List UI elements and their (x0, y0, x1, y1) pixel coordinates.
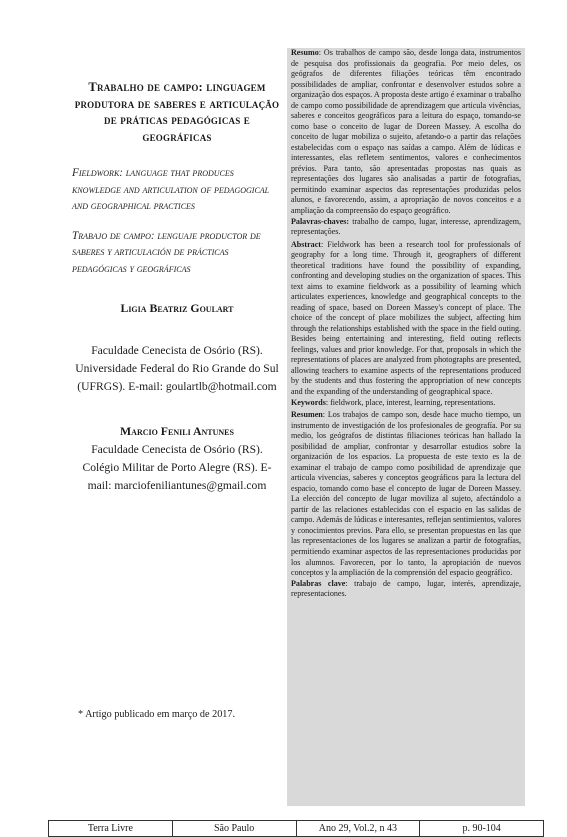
palavras-chaves-paragraph (291, 217, 521, 238)
footer-volume: Ano 29, Vol.2, n 43 (297, 821, 421, 836)
abstract-label: Abstract (291, 239, 321, 249)
footer-pages: p. 90-104 (462, 823, 501, 834)
publication-footnote: * Artigo publicado em março de 2017. (78, 709, 236, 721)
palabras-clave-paragraph (291, 579, 521, 600)
resumo-paragraph (291, 48, 521, 217)
title-block (72, 72, 282, 495)
resumen-label: Resumen (291, 410, 323, 420)
resumo-text: : Os trabalhos de campo são, desde longa data, instrumentos de pesquisa dos profissionais da geografia. Por meio deles, os geógrafos de diferentes filiações teóricas têm encontrado possibilidades de ampliar, confrontar e desenvolver estudos sobre a organização dos espaços. A proposta deste artigo é examinar o trabalho de campo como possibilidade de aprendizagem que articula vivências, saberes e conceitos geográficos para a leitura do espaço, tomando-se como base o conceito de lugar de Doreen Massey. A escolha do conceito de lugar mobiliza o sujeito, afetando-o a partir das relações estabelecidas com o espaço nas saídas a campo. Além de lúdicas e interessantes, elas refletem sentimentos, valores e conhecimentos prévios. Para tanto, são apresentadas propostas nas quais as representações dos lugares são analisadas a partir de fotografias, permitindo examinar aspectos das representações produzidas pelos alunos, e favorecendo, assim, a apropriação de novos conceitos e a ampliação da compreensão do espaço geográfico. (291, 48, 521, 215)
keywords-text: : fieldwork, place, interest, learning, representations. (325, 397, 496, 407)
title-english: Fieldwork: language that produces knowledge and articulation of pedagogical and geographical practices (72, 167, 270, 212)
author-name: Marcio Fenili Antunes (120, 423, 234, 438)
resumen-text: : Los trabajos de campo son, desde hace mucho tiempo, un instrumento de investigación de los profesionales de geografía. Por su medio, los geógrafos de distintas filiaciones teóricas han hallado la posibilidad de ampliar, confrontar y desarrollar estudios sobre la organización de los espacios. La propuesta de este texto es la de examinar el trabajo de campo como posibilidad de aprendizaje que articula vivencias, saberes y conceptos geográficos para la lectura del espacio, tomando como base el concepto de lugar de Doreen Massey. La elección del concepto de lugar moviliza al sujeto, afectándolo a partir de las relaciones establecidas con el espacio en las salidas de campo. Además de lúdicas e interesantes, reflejan sentimientos, valores y conocimientos previos. Para ello, se presentan propuestas en las que las representaciones de los lugares se analizan a partir de fotografías, permitiendo examinar aspectos de las representaciones producidas por los alumnos. Favorecen, por lo tanto, la apropiación de nuevos conceptos y la ampliación de la comprensión del espacio geográfico. (291, 410, 521, 578)
palabras-clave-text: : trabajo de campo, lugar, interés, aprendizaje, representaciones. (291, 578, 522, 599)
palavras-chaves-text: trabalho de campo, lugar, interesse, aprendizagem, representações. (291, 216, 521, 237)
resumo-label: Resumo (291, 48, 319, 57)
footer-journal: Terra Livre (49, 821, 173, 836)
abstract-panel (287, 48, 525, 806)
author-affiliation: Faculdade Cenecista de Osório (RS). Universidade Federal do Rio Grande do Sul (UFRGS). E-mail: goulartlb@hotmail.com (75, 343, 279, 393)
palabras-clave-label: Palabras clave (291, 578, 346, 588)
palavras-chaves-label: Palavras-chaves: (291, 216, 350, 226)
footer-city: São Paulo (173, 821, 297, 836)
abstract-paragraph (291, 240, 521, 398)
keywords-paragraph (291, 398, 521, 409)
keywords-label: Keywords (291, 397, 326, 407)
footer-table (48, 820, 544, 837)
author-name: Ligia Beatriz Goulart (120, 300, 234, 315)
abstract-text: : Fieldwork has been a research tool for professionals of geography for a long time. Through it, geographers of different theoretical traditions have found the possibility of expanding, confronting and developing studies on the organization of spaces. This text aims to examine fieldwork as a possibility of learning which articulates experiences, knowledge and geographical concepts to the reading of space, based on Doreen Massey's concept of place. The choice of the concept of place mobilizes the subject, affecting him through the relationships established with the space in the field outing. Besides being entertaining and interesting, field outing reflects feelings, values and prior knowledge. For that, proposals in which the representations of places are analyzed from photographs are presented, allowing teachers to examine aspects of the representations produced by the students and thus fostering the appropriation of new concepts and the expanding of the understanding of geographical space. (291, 239, 521, 396)
author-affiliation: Faculdade Cenecista de Osório (RS). Colégio Militar de Porto Alegre (RS). E-mail: marciofeniliantunes@gmail.com (82, 442, 272, 492)
resumen-paragraph (291, 410, 521, 579)
title-spanish: Trabajo de campo: lenguaje productor de saberes y articulación de prácticas pedagógicas y geográficas (72, 230, 261, 275)
title-portuguese: Trabalho de campo: linguagem produtora de saberes e articulação de práticas pedagógicas e geográficas (74, 80, 280, 144)
